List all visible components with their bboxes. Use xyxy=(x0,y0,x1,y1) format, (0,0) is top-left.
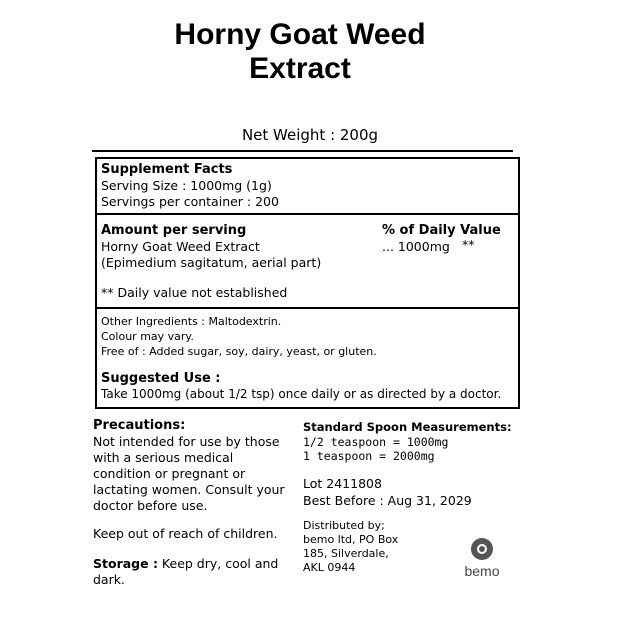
best-before: Best Before : Aug 31, 2029 xyxy=(303,493,472,508)
supplement-facts-panel xyxy=(95,157,520,409)
other-ingredients: Other Ingredients : Maltodextrin. xyxy=(101,315,282,328)
ingredient-dv: ** xyxy=(462,237,475,252)
spoon-one-teaspoon: 1 teaspoon = 2000mg xyxy=(303,449,435,463)
daily-value-header: % of Daily Value xyxy=(382,223,501,238)
distributor-line: Distributed by; xyxy=(303,519,385,532)
suggested-use-text: Take 1000mg (about 1/2 tsp) once daily or as directed by a doctor. xyxy=(101,387,502,401)
distributor-line: 185, Silverdale, xyxy=(303,547,389,560)
precaution-line: lactating women. Consult your xyxy=(93,482,285,497)
logo-text: bemo xyxy=(464,563,500,579)
product-title xyxy=(0,18,600,86)
ingredient-name: Horny Goat Weed Extract xyxy=(101,239,260,254)
distributor-line: bemo ltd, PO Box xyxy=(303,533,399,546)
precaution-line: Not intended for use by those xyxy=(93,434,280,449)
colour-note: Colour may vary. xyxy=(101,330,194,343)
precautions-block xyxy=(93,418,285,588)
divider-line xyxy=(92,150,513,152)
amount-header: Amount per serving xyxy=(101,223,247,238)
facts-heading: Supplement Facts xyxy=(101,162,233,177)
bemo-logo-icon xyxy=(471,538,493,560)
serving-size: Serving Size : 1000mg (1g) xyxy=(101,178,272,193)
keep-out-of-reach: Keep out of reach of children. xyxy=(93,526,278,541)
product-title-line-2: Extract xyxy=(249,52,351,85)
lot-number: Lot 2411808 xyxy=(303,476,382,491)
free-of: Free of : Added sugar, soy, dairy, yeast, or gluten. xyxy=(101,345,377,358)
ingredient-amount: ... 1000mg xyxy=(382,239,450,254)
suggested-use-heading: Suggested Use : xyxy=(101,371,221,386)
precaution-line: condition or pregnant or xyxy=(93,466,246,481)
net-weight: Net Weight : 200g xyxy=(241,126,379,144)
storage-text-continued: dark. xyxy=(93,572,125,587)
spoon-half-teaspoon: 1/2 teaspoon = 1000mg xyxy=(303,435,449,449)
dv-note: ** Daily value not established xyxy=(101,285,288,300)
distributor-info xyxy=(303,519,398,575)
servings-per-container: Servings per container : 200 xyxy=(101,194,279,209)
precautions-heading: Precautions: xyxy=(93,418,186,433)
spoon-heading: Standard Spoon Measurements: xyxy=(303,420,512,434)
precaution-line: doctor before use. xyxy=(93,498,208,513)
distributor-line: AKL 0944 xyxy=(303,561,356,574)
storage-label: Storage : xyxy=(93,556,158,571)
batch-info xyxy=(303,475,472,509)
ingredient-detail: (Epimedium sagitatum, aerial part) xyxy=(101,255,322,270)
storage-text: Keep dry, cool and xyxy=(157,556,279,571)
precaution-line: with a serious medical xyxy=(93,450,234,465)
bemo-logo xyxy=(458,538,506,579)
facts-divider xyxy=(97,307,518,309)
spoon-measurements xyxy=(303,420,512,463)
facts-divider xyxy=(97,213,518,215)
product-title-line-1: Horny Goat Weed xyxy=(174,18,426,51)
storage-line xyxy=(93,556,285,572)
